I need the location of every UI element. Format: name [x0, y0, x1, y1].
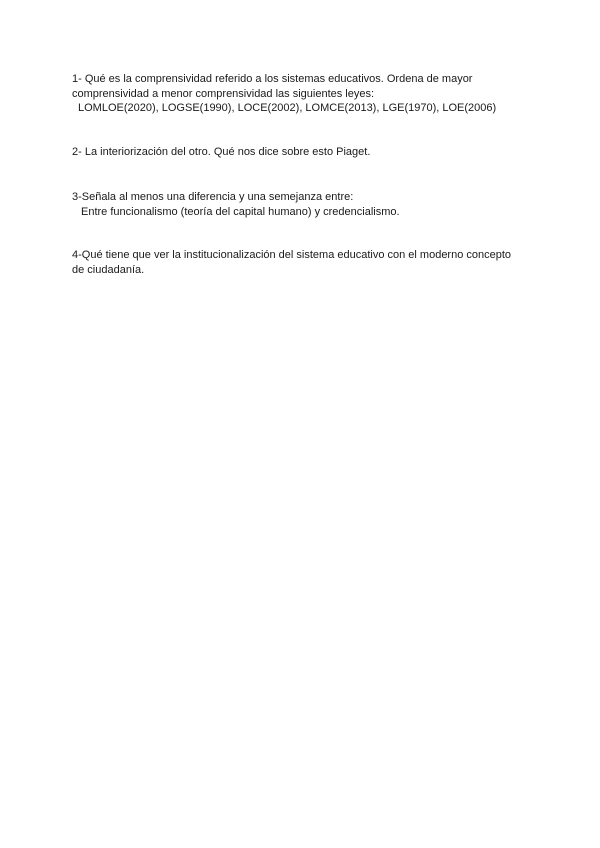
question-1-line-2: comprensividad a menor comprensividad las siguientes leyes: — [72, 87, 375, 100]
question-3 — [72, 190, 532, 219]
question-4-line-2: de ciudadanía. — [72, 263, 145, 276]
question-3-line-2: Entre funcionalismo (teoría del capital humano) y credencialismo. — [81, 205, 400, 218]
question-3-line-1: 3-Señala al menos una diferencia y una semejanza entre: — [72, 191, 354, 203]
question-1 — [72, 72, 532, 116]
question-1-line-1: 1- Qué es la comprensividad referido a los sistemas educativos. Ordena de mayor — [72, 73, 473, 85]
question-4 — [72, 248, 532, 277]
question-1-laws-list: LOMLOE(2020), LOGSE(1990), LOCE(2002), LOMCE(2013), LGE(1970), LOE(2006) — [78, 102, 497, 114]
question-2 — [72, 145, 532, 160]
question-4-line-1: 4-Qué tiene que ver la institucionalización del sistema educativo con el moderno concepto — [72, 249, 512, 261]
question-2-line-1: 2- La interiorización del otro. Qué nos dice sobre esto Piaget. — [72, 146, 371, 158]
